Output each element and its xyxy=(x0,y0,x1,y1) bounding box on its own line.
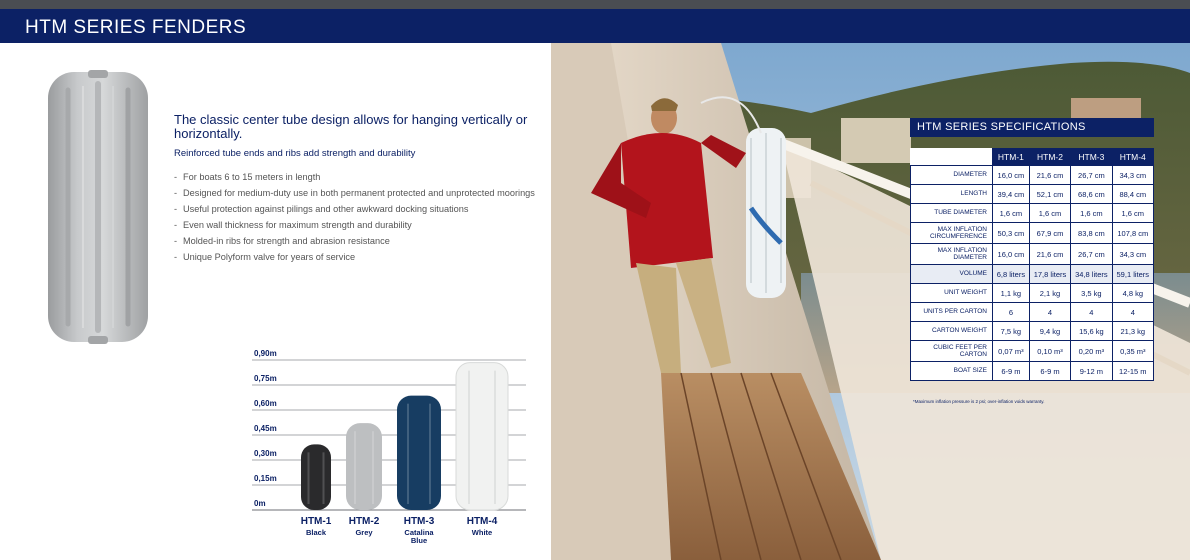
row-label: UNITS PER CARTON xyxy=(911,303,993,322)
table-cell: 1,6 cm xyxy=(1071,204,1112,223)
table-cell: 4 xyxy=(1112,303,1153,322)
specifications-table xyxy=(910,148,1154,381)
table-row xyxy=(911,303,1154,322)
specifications-title: HTM SERIES SPECIFICATIONS xyxy=(910,118,1154,137)
table-cell: 39,4 cm xyxy=(993,185,1030,204)
y-tick-label: 0,90m xyxy=(254,349,277,359)
table-cell: 6,8 liters xyxy=(993,265,1030,284)
table-row xyxy=(911,185,1154,204)
fender-bar-htm-3 xyxy=(397,396,441,510)
y-tick-label: 0,75m xyxy=(254,374,277,383)
table-cell: 0,07 m³ xyxy=(993,341,1030,362)
table-cell: 7,5 kg xyxy=(993,322,1030,341)
table-cell: 67,9 cm xyxy=(1029,223,1070,244)
table-cell: 34,3 cm xyxy=(1112,244,1153,265)
specifications-panel xyxy=(910,118,1154,381)
page-title: HTM SERIES FENDERS xyxy=(25,17,247,38)
table-cell: 0,10 m³ xyxy=(1029,341,1070,362)
table-row xyxy=(911,166,1154,185)
headline: The classic center tube design allows for hanging vertically or horizontally. xyxy=(174,112,528,141)
size-chart xyxy=(250,350,535,560)
table-cell: 0,35 m³ xyxy=(1112,341,1153,362)
table-cell: 26,7 cm xyxy=(1071,244,1112,265)
table-cell: 34,3 cm xyxy=(1112,166,1153,185)
table-cell: 6 xyxy=(993,303,1030,322)
table-cell: 21,6 cm xyxy=(1029,166,1070,185)
table-cell: 3,5 kg xyxy=(1071,284,1112,303)
y-tick-label: 0,15m xyxy=(254,474,277,483)
table-corner xyxy=(911,149,993,166)
row-label: DIAMETER xyxy=(911,166,993,185)
table-cell: 4 xyxy=(1071,303,1112,322)
table-cell: 15,6 kg xyxy=(1071,322,1112,341)
feature-item: - Useful protection against pilings and other awkward docking situations xyxy=(174,203,544,215)
top-strip xyxy=(0,0,1190,9)
row-label: LENGTH xyxy=(911,185,993,204)
feature-item: - Unique Polyform valve for years of service xyxy=(174,251,544,263)
table-cell: 26,7 cm xyxy=(1071,166,1112,185)
subheadline: Reinforced tube ends and ribs add strength and durability xyxy=(174,148,416,159)
feature-item: - Designed for medium-duty use in both permanent protected and unprotected moorings xyxy=(174,187,544,199)
table-row xyxy=(911,265,1154,284)
row-label: UNIT WEIGHT xyxy=(911,284,993,303)
table-cell: 88,4 cm xyxy=(1112,185,1153,204)
table-cell: 21,6 cm xyxy=(1029,244,1070,265)
y-tick-label: 0,45m xyxy=(254,424,277,433)
fender-bar-htm-1 xyxy=(301,444,331,510)
table-cell: 17,8 liters xyxy=(1029,265,1070,284)
column-header: HTM-2 xyxy=(1029,149,1070,166)
table-cell: 1,6 cm xyxy=(1112,204,1153,223)
y-tick-label: 0m xyxy=(254,499,266,508)
table-cell: 107,8 cm xyxy=(1112,223,1153,244)
table-cell: 6-9 m xyxy=(1029,362,1070,381)
table-cell: 1,6 cm xyxy=(1029,204,1070,223)
table-cell: 4 xyxy=(1029,303,1070,322)
feature-item: - Even wall thickness for maximum strength and durability xyxy=(174,219,544,231)
table-cell: 52,1 cm xyxy=(1029,185,1070,204)
table-cell: 12-15 m xyxy=(1112,362,1153,381)
table-cell: 1,1 kg xyxy=(993,284,1030,303)
fender-product-image xyxy=(46,70,150,344)
table-cell: 6-9 m xyxy=(993,362,1030,381)
table-cell: 59,1 liters xyxy=(1112,265,1153,284)
category-label: HTM-2 xyxy=(348,516,380,527)
row-label: MAX INFLATION CIRCUMFERENCE xyxy=(911,223,993,244)
table-row xyxy=(911,223,1154,244)
table-row xyxy=(911,362,1154,381)
color-label: Grey xyxy=(355,528,373,537)
table-cell: 2,1 kg xyxy=(1029,284,1070,303)
table-cell: 83,8 cm xyxy=(1071,223,1112,244)
table-row xyxy=(911,341,1154,362)
category-label: HTM-1 xyxy=(300,516,332,527)
table-cell: 4,8 kg xyxy=(1112,284,1153,303)
table-cell: 16,0 cm xyxy=(993,244,1030,265)
footnote: *Maximum inflation pressure is 2 psi; over-inflation voids warranty. xyxy=(913,399,1045,404)
table-row xyxy=(911,322,1154,341)
color-label: Black xyxy=(305,528,326,537)
row-label: TUBE DIAMETER xyxy=(911,204,993,223)
table-cell: 16,0 cm xyxy=(993,166,1030,185)
table-header-row xyxy=(911,149,1154,166)
row-label: CARTON WEIGHT xyxy=(911,322,993,341)
table-cell: 9,4 kg xyxy=(1029,322,1070,341)
table-cell: 1,6 cm xyxy=(993,204,1030,223)
fender-bar-htm-2 xyxy=(346,423,382,510)
color-label: White xyxy=(471,528,493,537)
row-label: CUBIC FEET PER CARTON xyxy=(911,341,993,362)
y-tick-label: 0,60m xyxy=(254,399,277,408)
row-label: VOLUME xyxy=(911,265,993,284)
table-cell: 34,8 liters xyxy=(1071,265,1112,284)
table-cell: 50,3 cm xyxy=(993,223,1030,244)
table-cell: 68,6 cm xyxy=(1071,185,1112,204)
table-cell: 21,3 kg xyxy=(1112,322,1153,341)
fender-bar-htm-4 xyxy=(456,363,508,510)
feature-item: - Molded-in ribs for strength and abrasion resistance xyxy=(174,235,544,247)
table-cell: 0,20 m³ xyxy=(1071,341,1112,362)
intro-text xyxy=(174,113,544,267)
table-cell: 9-12 m xyxy=(1071,362,1112,381)
feature-list xyxy=(174,171,544,263)
table-row xyxy=(911,284,1154,303)
row-label: MAX INFLATION DIAMETER xyxy=(911,244,993,265)
feature-item: - For boats 6 to 15 meters in length xyxy=(174,171,544,183)
column-header: HTM-3 xyxy=(1071,149,1112,166)
column-header: HTM-4 xyxy=(1112,149,1153,166)
category-label: HTM-3 xyxy=(403,516,435,527)
row-label: BOAT SIZE xyxy=(911,362,993,381)
color-label: Catalina Blue xyxy=(404,528,434,545)
title-bar xyxy=(0,9,1190,43)
category-label: HTM-4 xyxy=(466,516,498,527)
column-header: HTM-1 xyxy=(993,149,1030,166)
table-row xyxy=(911,204,1154,223)
y-tick-label: 0,30m xyxy=(254,449,277,458)
table-row xyxy=(911,244,1154,265)
